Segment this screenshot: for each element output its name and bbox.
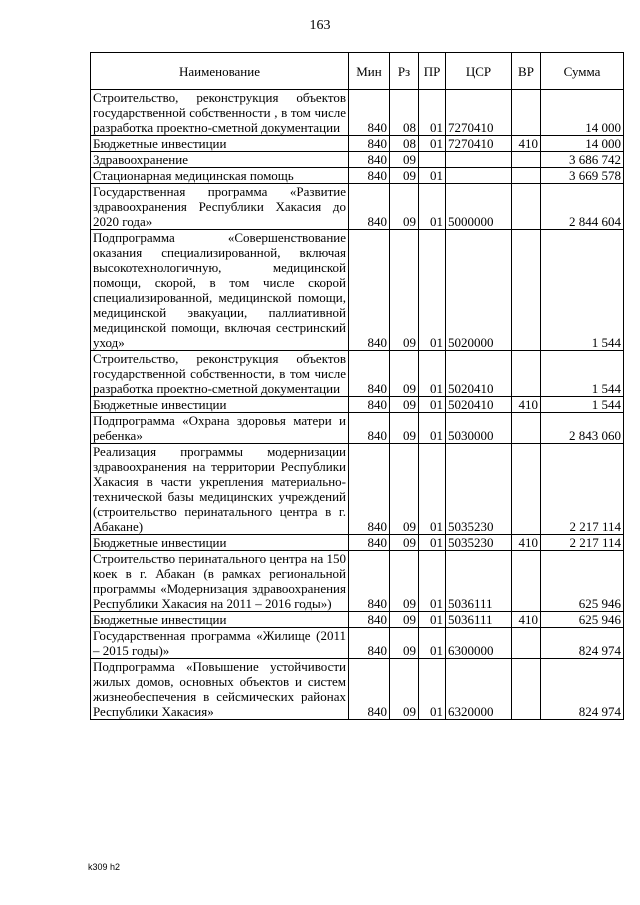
cell-rz: 09 bbox=[390, 184, 419, 230]
cell-rz: 09 bbox=[390, 230, 419, 351]
cell-min: 840 bbox=[349, 152, 390, 168]
row-name-text: Бюджетные инвестиции bbox=[93, 397, 227, 412]
table-row bbox=[91, 152, 624, 168]
cell-sum: 2 844 604 bbox=[541, 184, 624, 230]
row-name-text: Государственная программа «Развитие здравоохранения Республики Хакасия до 2020 года» bbox=[93, 184, 346, 229]
table-row bbox=[91, 413, 624, 444]
header-name: Наименование bbox=[91, 53, 349, 90]
cell-name bbox=[91, 612, 349, 628]
cell-csr: 5035230 bbox=[446, 444, 512, 535]
cell-name bbox=[91, 168, 349, 184]
cell-pr: 01 bbox=[419, 612, 446, 628]
cell-pr: 01 bbox=[419, 168, 446, 184]
cell-csr bbox=[446, 168, 512, 184]
row-name-text: Строительство, реконструкция объектов государственной собственности, в том числе разработка проектно-сметной документации bbox=[93, 351, 346, 396]
cell-rz: 09 bbox=[390, 413, 419, 444]
table-row bbox=[91, 184, 624, 230]
cell-rz: 09 bbox=[390, 152, 419, 168]
cell-sum: 625 946 bbox=[541, 551, 624, 612]
cell-csr: 5020410 bbox=[446, 351, 512, 397]
header-sum: Сумма bbox=[541, 53, 624, 90]
table-row bbox=[91, 230, 624, 351]
cell-name bbox=[91, 351, 349, 397]
cell-sum: 1 544 bbox=[541, 230, 624, 351]
table-row bbox=[91, 397, 624, 413]
cell-rz: 08 bbox=[390, 90, 419, 136]
table-row bbox=[91, 136, 624, 152]
cell-rz: 08 bbox=[390, 136, 419, 152]
cell-min: 840 bbox=[349, 612, 390, 628]
cell-csr bbox=[446, 152, 512, 168]
header-pr: ПР bbox=[419, 53, 446, 90]
table-row bbox=[91, 551, 624, 612]
cell-min: 840 bbox=[349, 397, 390, 413]
cell-sum: 2 217 114 bbox=[541, 444, 624, 535]
cell-pr: 01 bbox=[419, 659, 446, 720]
row-name-text: Строительство, реконструкция объектов государственной собственности , в том числе разработка проектно-сметной документации bbox=[93, 90, 346, 135]
cell-name bbox=[91, 397, 349, 413]
row-name-text: Подпрограмма «Совершенствование оказания специализированной, включая высокотехнологичную, медицинской помощи, скорой, в том числе скорой специализированной, медицинской помощи, медицинской эвакуации, паллиативной медицинской помощи, включая сестринский уход» bbox=[93, 230, 346, 350]
table-header-row bbox=[91, 53, 624, 90]
row-name-text: Строительство перинатального центра на 150 коек в г. Абакан (в рамках региональной программы «Модернизация здравоохранения Республики Хакасия на 2011 – 2016 годы») bbox=[93, 551, 346, 611]
cell-pr: 01 bbox=[419, 413, 446, 444]
cell-sum: 2 843 060 bbox=[541, 413, 624, 444]
cell-csr: 5020000 bbox=[446, 230, 512, 351]
cell-sum: 14 000 bbox=[541, 90, 624, 136]
cell-vr bbox=[512, 90, 541, 136]
cell-rz: 09 bbox=[390, 351, 419, 397]
cell-vr bbox=[512, 551, 541, 612]
row-name-text: Бюджетные инвестиции bbox=[93, 612, 227, 627]
cell-name bbox=[91, 136, 349, 152]
cell-rz: 09 bbox=[390, 551, 419, 612]
page-number: 163 bbox=[309, 18, 331, 33]
cell-vr: 410 bbox=[512, 535, 541, 551]
cell-rz: 09 bbox=[390, 444, 419, 535]
cell-name bbox=[91, 628, 349, 659]
table-row bbox=[91, 535, 624, 551]
cell-min: 840 bbox=[349, 444, 390, 535]
cell-name bbox=[91, 535, 349, 551]
row-name-text: Подпрограмма «Охрана здоровья матери и ребенка» bbox=[93, 413, 346, 443]
cell-min: 840 bbox=[349, 184, 390, 230]
row-name-text: Подпрограмма «Повышение устойчивости жилых домов, основных объектов и систем жизнеобеспечения в сейсмических районах Республики Хакасия» bbox=[93, 659, 346, 719]
cell-name bbox=[91, 152, 349, 168]
cell-name bbox=[91, 90, 349, 136]
cell-sum: 625 946 bbox=[541, 612, 624, 628]
cell-rz: 09 bbox=[390, 628, 419, 659]
cell-name bbox=[91, 413, 349, 444]
row-name-text: Стационарная медицинская помощь bbox=[93, 168, 294, 183]
cell-sum: 3 686 742 bbox=[541, 152, 624, 168]
table-row bbox=[91, 628, 624, 659]
header-vr: ВР bbox=[512, 53, 541, 90]
cell-csr: 5000000 bbox=[446, 184, 512, 230]
cell-min: 840 bbox=[349, 413, 390, 444]
cell-min: 840 bbox=[349, 351, 390, 397]
cell-vr bbox=[512, 659, 541, 720]
cell-vr bbox=[512, 152, 541, 168]
cell-sum: 3 669 578 bbox=[541, 168, 624, 184]
cell-csr: 5036111 bbox=[446, 612, 512, 628]
cell-pr bbox=[419, 152, 446, 168]
cell-vr bbox=[512, 628, 541, 659]
cell-pr: 01 bbox=[419, 136, 446, 152]
cell-pr: 01 bbox=[419, 90, 446, 136]
cell-pr: 01 bbox=[419, 535, 446, 551]
cell-pr: 01 bbox=[419, 351, 446, 397]
cell-min: 840 bbox=[349, 136, 390, 152]
cell-csr: 5035230 bbox=[446, 535, 512, 551]
table-row bbox=[91, 90, 624, 136]
cell-rz: 09 bbox=[390, 397, 419, 413]
cell-min: 840 bbox=[349, 230, 390, 351]
footer-code: k309 h2 bbox=[88, 862, 121, 872]
row-name-text: Бюджетные инвестиции bbox=[93, 535, 227, 550]
cell-min: 840 bbox=[349, 628, 390, 659]
cell-vr: 410 bbox=[512, 136, 541, 152]
cell-csr: 6300000 bbox=[446, 628, 512, 659]
cell-rz: 09 bbox=[390, 168, 419, 184]
cell-vr bbox=[512, 184, 541, 230]
row-name-text: Здравоохранение bbox=[93, 152, 188, 167]
cell-name bbox=[91, 444, 349, 535]
header-rz: Рз bbox=[390, 53, 419, 90]
cell-vr bbox=[512, 168, 541, 184]
cell-vr bbox=[512, 351, 541, 397]
cell-sum: 1 544 bbox=[541, 351, 624, 397]
cell-sum: 824 974 bbox=[541, 628, 624, 659]
cell-pr: 01 bbox=[419, 628, 446, 659]
budget-table bbox=[90, 52, 624, 720]
cell-csr: 7270410 bbox=[446, 136, 512, 152]
table-body bbox=[91, 90, 624, 720]
row-name-text: Государственная программа «Жилище (2011 – 2015 годы)» bbox=[93, 628, 346, 658]
cell-csr: 5036111 bbox=[446, 551, 512, 612]
cell-pr: 01 bbox=[419, 397, 446, 413]
cell-csr: 5020410 bbox=[446, 397, 512, 413]
cell-csr: 5030000 bbox=[446, 413, 512, 444]
cell-csr: 7270410 bbox=[446, 90, 512, 136]
cell-vr: 410 bbox=[512, 612, 541, 628]
cell-min: 840 bbox=[349, 90, 390, 136]
cell-sum: 2 217 114 bbox=[541, 535, 624, 551]
cell-sum: 824 974 bbox=[541, 659, 624, 720]
table-row bbox=[91, 444, 624, 535]
row-name-text: Реализация программы модернизации здравоохранения на территории Республики Хакасия в части укрепления материально-технической базы медицинских учреждений (строительство перинатального центра в г. Абакане) bbox=[93, 444, 346, 534]
cell-name bbox=[91, 659, 349, 720]
cell-rz: 09 bbox=[390, 612, 419, 628]
cell-min: 840 bbox=[349, 551, 390, 612]
cell-vr: 410 bbox=[512, 397, 541, 413]
table-row bbox=[91, 351, 624, 397]
cell-vr bbox=[512, 413, 541, 444]
cell-name bbox=[91, 184, 349, 230]
cell-pr: 01 bbox=[419, 184, 446, 230]
row-name-text: Бюджетные инвестиции bbox=[93, 136, 227, 151]
cell-name bbox=[91, 551, 349, 612]
cell-sum: 14 000 bbox=[541, 136, 624, 152]
cell-min: 840 bbox=[349, 535, 390, 551]
cell-name bbox=[91, 230, 349, 351]
table-row bbox=[91, 659, 624, 720]
table-row bbox=[91, 168, 624, 184]
header-min: Мин bbox=[349, 53, 390, 90]
header-csr: ЦСР bbox=[446, 53, 512, 90]
cell-min: 840 bbox=[349, 168, 390, 184]
cell-min: 840 bbox=[349, 659, 390, 720]
cell-pr: 01 bbox=[419, 230, 446, 351]
cell-sum: 1 544 bbox=[541, 397, 624, 413]
cell-pr: 01 bbox=[419, 551, 446, 612]
cell-vr bbox=[512, 444, 541, 535]
cell-pr: 01 bbox=[419, 444, 446, 535]
cell-rz: 09 bbox=[390, 535, 419, 551]
cell-csr: 6320000 bbox=[446, 659, 512, 720]
table-row bbox=[91, 612, 624, 628]
cell-vr bbox=[512, 230, 541, 351]
cell-rz: 09 bbox=[390, 659, 419, 720]
